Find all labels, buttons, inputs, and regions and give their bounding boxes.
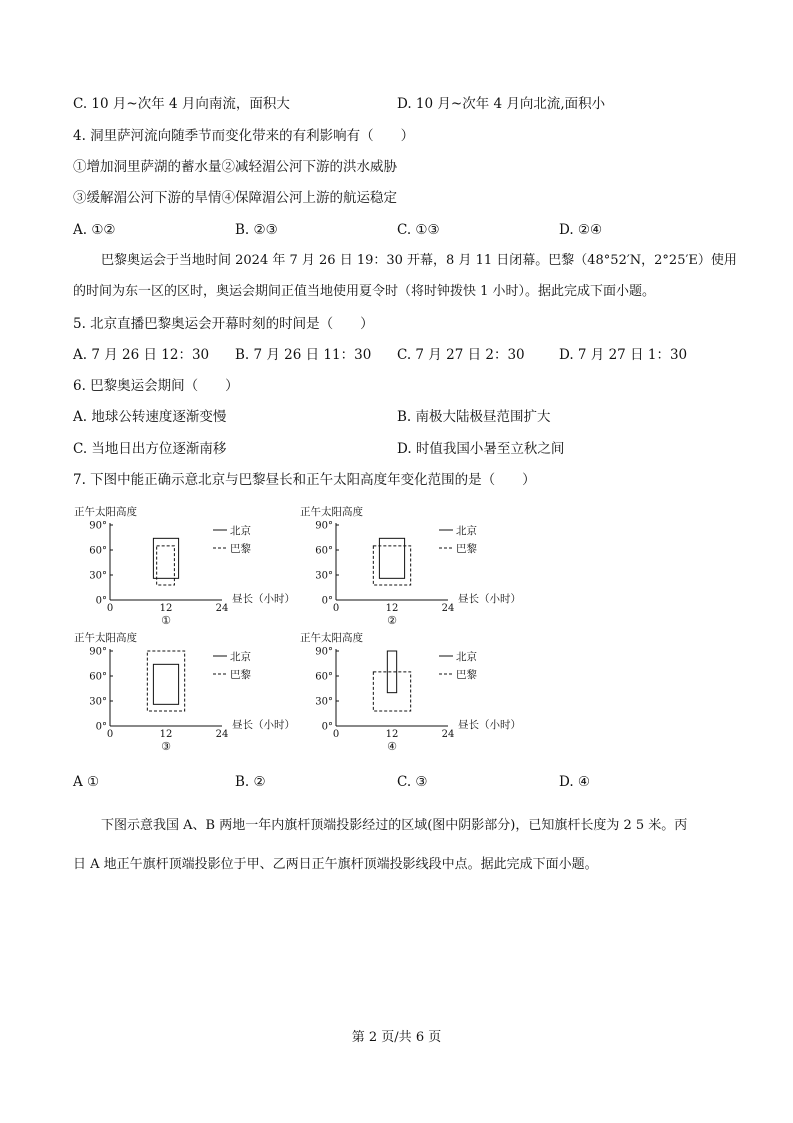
x-tick-label: 12	[385, 603, 399, 614]
chart-4	[296, 629, 526, 753]
q4-statement-line2: ③缓解湄公河下游的旱情④保障湄公河上游的航运稳定	[73, 190, 397, 206]
x-axis-label: 昼长（小时）	[458, 719, 521, 731]
legend-label: 北京	[230, 651, 251, 663]
q7-option-c: C. ③	[397, 774, 428, 790]
chart-3	[70, 629, 300, 753]
paris-range-box	[373, 672, 410, 711]
q7-stem: 7. 下图中能正确示意北京与巴黎昼长和正午太阳高度年变化范围的是（ ）	[73, 472, 536, 488]
y-tick-label: 90°	[89, 646, 107, 658]
q5-stem: 5. 北京直播巴黎奥运会开幕时刻的时间是（ ）	[73, 316, 374, 332]
page-footer: 第 2 页/共 6 页	[351, 1030, 442, 1045]
q4-option-a: A. ①②	[73, 222, 116, 238]
q6-stem: 6. 巴黎奥运会期间（ ）	[73, 378, 239, 394]
legend-label: 巴黎	[230, 543, 251, 555]
chart-svg	[70, 629, 300, 753]
legend-label: 巴黎	[456, 669, 477, 681]
q4-option-b: B. ②③	[235, 222, 278, 238]
q3-option-c: C. 10 月~次年 4 月向南流，面积大	[73, 96, 290, 112]
q4-option-d: D. ②④	[559, 222, 603, 238]
figure-number: ②	[387, 614, 397, 627]
q4-statement-line1: ①增加洞里萨湖的蓄水量②减轻湄公河下游的洪水威胁	[73, 159, 397, 175]
q3-option-d: D. 10 月~次年 4 月向北流,面积小	[397, 96, 606, 112]
x-tick-label: 12	[385, 729, 399, 740]
q5-option-b: B. 7 月 26 日 11：30	[235, 347, 372, 363]
x-tick-label: 24	[441, 603, 455, 614]
y-tick-label: 90°	[315, 520, 333, 532]
figure-number: ③	[161, 740, 171, 753]
x-tick-label: 12	[159, 603, 173, 614]
chart-svg	[296, 629, 526, 753]
passage2-line1: 下图示意我国 A、B 两地一年内旗杆顶端投影经过的区域(图中阴影部分)，已知旗杆长度为 2 5 米。丙	[101, 818, 688, 833]
figure-number: ①	[161, 614, 171, 627]
q7-option-d: D. ④	[559, 774, 591, 790]
y-tick-label: 30°	[315, 696, 333, 708]
y-tick-label: 30°	[315, 570, 333, 582]
legend-label: 巴黎	[230, 669, 251, 681]
y-tick-label: 0°	[95, 595, 107, 607]
legend-label: 北京	[456, 525, 477, 537]
y-tick-label: 60°	[89, 671, 107, 683]
x-tick-label: 12	[159, 729, 173, 740]
y-tick-label: 90°	[89, 520, 107, 532]
y-tick-label: 0°	[95, 721, 107, 733]
q6-option-d: D. 时值我国小暑至立秋之间	[397, 441, 565, 457]
x-axis-label: 昼长（小时）	[458, 593, 521, 605]
x-tick-label: 0	[106, 603, 114, 614]
q6-option-a: A. 地球公转速度逐渐变慢	[73, 409, 227, 425]
x-tick-label: 24	[215, 729, 229, 740]
q4-option-c: C. ①③	[397, 222, 440, 238]
q4-stem: 4. 洞里萨河流向随季节而变化带来的有利影响有（ ）	[73, 128, 415, 144]
legend-label: 北京	[230, 525, 251, 537]
y-tick-label: 60°	[89, 545, 107, 557]
q5-option-a: A. 7 月 26 日 12：30	[73, 347, 210, 363]
q6-option-b: B. 南极大陆极昼范围扩大	[397, 409, 551, 425]
y-tick-label: 0°	[321, 595, 333, 607]
beijing-range-box	[153, 664, 178, 704]
q5-option-d: D. 7 月 27 日 1：30	[559, 347, 688, 363]
legend-label: 巴黎	[456, 543, 477, 555]
y-tick-label: 0°	[321, 721, 333, 733]
figure-number: ④	[387, 740, 397, 753]
x-axis-label: 昼长（小时）	[232, 719, 295, 731]
passage1-line2: 的时间为东一区的区时，奥运会期间正值当地使用夏令时（将时钟拨快 1 小时）。据此完成下面小题。	[73, 284, 656, 299]
chart-1	[70, 503, 300, 627]
chart-svg	[70, 503, 300, 627]
passage2-line2: 日 A 地正午旗杆顶端投影位于甲、乙两日正午旗杆顶端投影线段中点。据此完成下面小题。	[73, 857, 598, 872]
chart-2	[296, 503, 526, 627]
y-axis-label: 正午太阳高度	[300, 506, 363, 518]
y-tick-label: 30°	[89, 696, 107, 708]
y-tick-label: 90°	[315, 646, 333, 658]
y-tick-label: 60°	[315, 671, 333, 683]
legend-label: 北京	[456, 651, 477, 663]
passage1-line1: 巴黎奥运会于当地时间 2024 年 7 月 26 日 19：30 开幕，8 月 11 日闭幕。巴黎（48°52′N，2°25′E）使用	[101, 253, 737, 268]
beijing-range-box	[379, 538, 404, 578]
q6-option-c: C. 当地日出方位逐渐南移	[73, 441, 227, 457]
x-tick-label: 24	[215, 603, 229, 614]
x-tick-label: 0	[106, 729, 114, 740]
q5-option-c: C. 7 月 27 日 2：30	[397, 347, 525, 363]
y-axis-label: 正午太阳高度	[300, 632, 363, 644]
x-tick-label: 0	[332, 729, 340, 740]
y-tick-label: 30°	[89, 570, 107, 582]
paris-range-box	[157, 546, 175, 585]
x-tick-label: 0	[332, 603, 340, 614]
q7-option-b: B. ②	[235, 774, 266, 790]
y-axis-label: 正午太阳高度	[74, 506, 137, 518]
x-axis-label: 昼长（小时）	[232, 593, 295, 605]
q7-option-a: A ①	[73, 774, 100, 790]
chart-svg	[296, 503, 526, 627]
x-tick-label: 24	[441, 729, 455, 740]
y-axis-label: 正午太阳高度	[74, 632, 137, 644]
y-tick-label: 60°	[315, 545, 333, 557]
